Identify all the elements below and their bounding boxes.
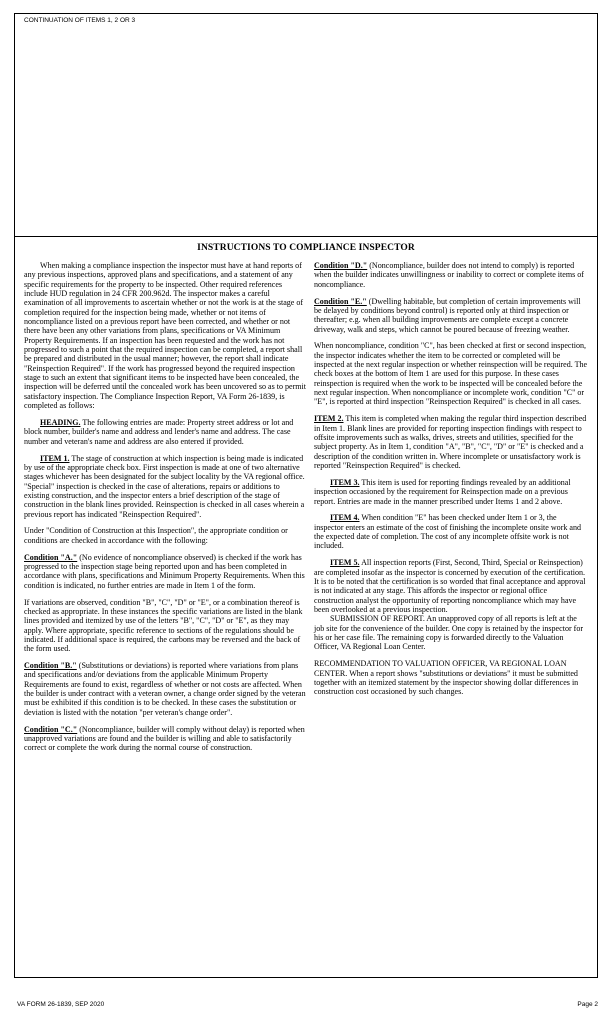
item4-paragraph xyxy=(314,513,588,550)
noncompliance-paragraph: When noncompliance, condition "C", has been checked at first or second inspection, the inspector indicates whether the item to be corrected or completed will be inspected at the next regular inspection or whether reinspection will be required. The check boxes at the bottom of Item 1 are used for this purpose. In these cases reinspection is required when the work to be inspected will be concealed before the next regular inspection. When noncompliance or incomplete work, condition "C" or "E", is reported at third inspection "Reinspection Required" is checked in all cases. xyxy=(314,341,588,407)
item5-label: ITEM 5. xyxy=(330,558,360,568)
item1-label: ITEM 1. xyxy=(40,453,70,463)
condition-d-label: Condition "D." xyxy=(314,261,368,270)
heading-label: HEADING. xyxy=(40,418,81,427)
condition-b-label: Condition "B." xyxy=(24,661,77,671)
item2-paragraph xyxy=(314,414,588,470)
item3-paragraph xyxy=(314,478,588,506)
form-number: VA FORM 26-1839, SEP 2020 xyxy=(17,1001,105,1008)
condition-a-text: (No evidence of noncompliance observed) is checked if the work has progressed to the inspection stage being reported upon and has been completed in accordance with plans, specifications and Minimum Property Requirements. When this condition is indicated, no further entries are made in Item 1 of the form. xyxy=(24,552,305,590)
recommendation-text: When a report shows "substitutions or deviations" it must be submitted together with an itemized statement by the inspector showing dollar differences in construction cost occasioned by such changes. xyxy=(314,668,579,697)
item2-text: This item is completed when making the regular third inspection described in Item 1. Blank lines are provided for reporting inspection findings with respect to offsite improvements such as walks, drives, streets and utilities, specified for the subject property. As in Item 1, condition "A", "B", "C", "D" or "E" is checked and a description of the condition written in. Where incomplete or unsatisfactory work is reported "Reinspection Required" is checked. xyxy=(314,414,587,471)
condition-d-text: (Noncompliance, builder does not intend to comply) is reported when the builder indicates unwillingness or inability to correct or complete items of noncompliance. xyxy=(314,261,584,289)
item3-label: ITEM 3. xyxy=(330,477,360,487)
item2-label: ITEM 2. xyxy=(314,414,344,424)
intro-paragraph: When making a compliance inspection the inspector must have at hand reports of any previous inspections, approved plans and specifications, and a statement of any specific requirements for the property to be inspected. Other required references include HUD regulation in 24 CFR 200.962d. The inspector makes a careful examination of all improvements to ascertain whether or not the work is at the stage of completion required for the inspection being made, whether or not items of noncompliance listed on a previous report have been corrected, and whether or not there have been any other variations from plans, specifications or VA Minimum Property Requirements. If an inspection has been requested and the work has not progressed to such a point that the required inspection can be completed, a report shall be prepared and distributed in the usual manner; however, the report shall indicate "Reinspection Required". If the work has progressed beyond the required inspection stage to such an extent that significant items to be inspected have been concealed, the inspection will be deferred until the concealed work has been uncovered so as to permit satisfactory inspection. The Compliance Inspection Report, VA Form 26-1839, is completed as follows: xyxy=(24,261,306,411)
condition-c-paragraph xyxy=(24,725,307,753)
under-condition-paragraph: Under "Condition of Construction at this Inspection", the appropriate condition or conditions are checked in accordance with the following: xyxy=(24,526,288,545)
recommendation-paragraph xyxy=(314,659,588,696)
condition-e-paragraph xyxy=(314,297,588,334)
right-column xyxy=(314,261,588,704)
left-column xyxy=(24,261,307,760)
item1-paragraph xyxy=(24,454,307,519)
submission-paragraph: SUBMISSION OF REPORT. An unapproved copy of all reports is left at the job site for the convenience of the builder. One copy is retained by the inspector for his or her case file. The remaining copy is forwarded directly to the Valuation Officer, VA Regional Loan Center. xyxy=(314,614,584,652)
item5-text: All inspection reports (First, Second, Third, Special or Reinspection) are completed insofar as the inspector is concerned by execution of the certification. It is to be noted that the certification is so worded that final acceptance and approval is not indicated at any stage. This affords the inspector or regional office construction analyst the opportunity of reporting noncompliance which may have been overlooked at a previous inspection. xyxy=(314,558,586,614)
heading-text: The following entries are made: Property street address or lot and block number, builder's name and address and lender's name and address. The case number and veteran's name and address are also entered if provided. xyxy=(24,418,294,446)
instructions-title: INSTRUCTIONS TO COMPLIANCE INSPECTOR xyxy=(197,243,415,253)
continuation-box[interactable] xyxy=(15,14,597,237)
form-frame xyxy=(14,13,598,978)
condition-c-label: Condition "C." xyxy=(24,724,78,734)
item3-text: This item is used for reporting findings revealed by an additional inspection occasioned by the requirement for Reinspection made on a previous report. Entries are made in the manner prescribed under Items 1 and 2 above. xyxy=(314,477,571,506)
instructions-section xyxy=(15,237,597,977)
condition-a-label: Condition "A." xyxy=(24,552,78,562)
recommendation-heading: RECOMMENDATION TO VALUATION OFFICER, VA REGIONAL LOAN CENTER. xyxy=(314,659,567,678)
heading-paragraph xyxy=(24,418,307,446)
item4-text: When condition "E" has been checked under Item 1 or 3, the inspector enters an estimate of the cost of finishing the incomplete onsite work and the expected date of completion. The cost of any incomplete offsite work is not included. xyxy=(314,513,582,551)
condition-b-paragraph xyxy=(24,661,307,717)
condition-e-text: (Dwelling habitable, but completion of certain improvements will be delayed by conditions beyond control) is reported only at third inspection or thereafter; e.g. when all building improvements are complete except a concrete driveway, walk and steps, which cannot be poured because of freezing weather. xyxy=(314,296,581,334)
condition-e-label: Condition "E." xyxy=(314,296,367,306)
continuation-label: CONTINUATION OF ITEMS 1, 2 OR 3 xyxy=(24,17,136,24)
condition-c-text: (Noncompliance, builder will comply without delay) is reported when unapproved variations are found and the builder is willing and able to satisfactorily correct or complete the work during the normal course of construction. xyxy=(24,724,305,753)
page-number: Page 2 xyxy=(577,1001,598,1008)
item5-paragraph xyxy=(314,558,588,614)
condition-d-paragraph xyxy=(314,261,588,289)
variations-paragraph: If variations are observed, condition "B", "C", "D" or "E", or a combination thereof is checked as appropriate. In these instances the specific variations are listed in the blank lines provided and itemized by use of the letters "B", "C", "D" or "E", as they may apply. Where appropriate, specific reference to sections of the regulations should be indicated. If additional space is required, the carbons may be reversed and the back of the form used. xyxy=(24,597,303,654)
item1-text: The stage of construction at which inspection is being made is indicated by use of the appropriate check box. First inspection is made at one of two alternative stages whichever has been designated for the subject locality by the VA regional office. "Special" inspection is checked in the case of alterations, repairs or additions to existing construction, and the inspector enters a brief description of the stage of construction in the blank lines provided. Reinspection is checked in all cases wherein a previous report has indicated "Reinspection Required". xyxy=(24,453,305,519)
condition-b-text: (Substitutions or deviations) is reported where variations from plans and specifications and/or deviations from the applicable Minimum Property Requirements are found to exist, regardless of whether or not costs are affected. When the builder is under contract with a veteran owner, a change order signed by the veteran must be exhibited if this condition is to be checked. In these cases the substitution or deviation is listed with the notation "per veteran's change order". xyxy=(24,661,306,717)
item4-label: ITEM 4. xyxy=(330,513,360,523)
condition-a-paragraph xyxy=(24,553,307,590)
